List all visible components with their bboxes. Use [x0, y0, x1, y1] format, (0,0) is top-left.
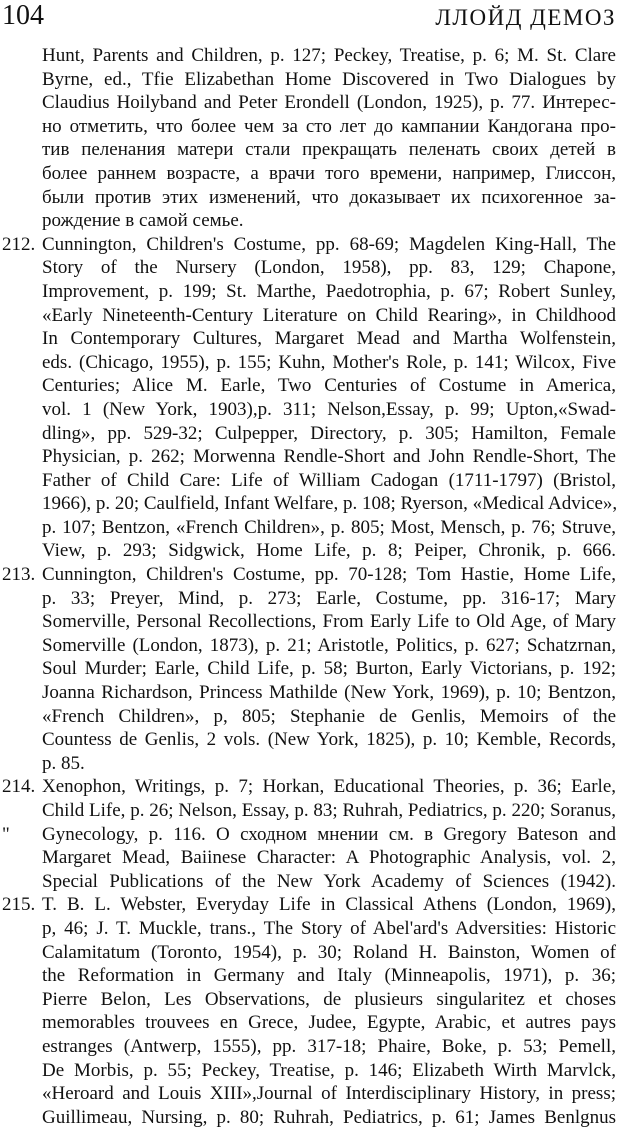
- line-text: Somerville, Personal Recollections, From Early Life to Old Age, of Mary: [42, 611, 616, 633]
- line-text: estranges (Antwerp, 1555), pp. 317-18; Phaire, Boke, p. 53; Pemell,: [42, 1035, 616, 1057]
- page-header: [0, 0, 620, 40]
- text-line: [0, 775, 620, 799]
- text-line: [0, 351, 620, 375]
- line-text: но отметить, что более чем за сто лет до кампании Кандогана про-: [42, 115, 616, 137]
- line-text: Soul Murder; Earle, Child Life, p. 58; Burton, Early Victorians, p. 192;: [42, 658, 616, 680]
- text-line: [0, 492, 620, 516]
- text-line: [0, 941, 620, 965]
- text-line: [0, 799, 620, 823]
- line-text: Somerville (London, 1873), p. 21; Aristotle, Politics, p. 627; Schatzrnan,: [42, 634, 616, 656]
- text-line: [0, 634, 620, 658]
- text-line: [0, 422, 620, 446]
- line-text: Story of the Nursery (London, 1958), pp. 83, 129; Chapone,: [42, 257, 616, 279]
- line-text: View, p. 293; Sidgwick, Home Life, p. 8; Peiper, Chronik, p. 666.: [42, 540, 616, 562]
- running-head: ЛЛОЙД ДЕМОЗ: [435, 5, 616, 30]
- line-text: «Heroard and Louis XIII»,Journal of Interdisciplinary History, in press;: [42, 1083, 616, 1105]
- text-line: [0, 186, 620, 210]
- line-text: Pierre Belon, Les Observations, de plusieurs singularitez et choses: [42, 988, 616, 1010]
- line-text: De Morbis, p. 55; Peckey, Treatise, p. 146; Elizabeth Wirth Marvlck,: [42, 1059, 616, 1081]
- line-text: Improvement, p. 199; St. Marthe, Paedotrophia, p. 67; Robert Sunley,: [42, 280, 616, 302]
- text-line: [0, 1082, 620, 1106]
- text-line: [0, 209, 620, 233]
- line-text: Joanna Richardson, Princess Mathilde (New York, 1969), p. 10; Bentzon,: [42, 682, 616, 704]
- text-line: [0, 681, 620, 705]
- text-line: [0, 304, 620, 328]
- text-line: [0, 988, 620, 1012]
- line-text: Cunnington, Children's Costume, pp. 70-128; Tom Hastie, Home Life,: [42, 564, 616, 586]
- line-text: Calamitatum (Toronto, 1954), p. 30; Roland H. Bainston, Women of: [42, 941, 616, 963]
- line-text: the Reformation in Germany and Italy (Minneapolis, 1971), p. 36;: [42, 965, 616, 987]
- line-text: eds. (Chicago, 1955), p. 155; Kuhn, Mother's Role, p. 141; Wilcox, Five: [42, 351, 616, 373]
- line-text: Margaret Mead, Baiinese Character: A Photographic Analysis, vol. 2,: [42, 847, 616, 869]
- margin-mark: ": [2, 823, 10, 845]
- footnote-number: 212.: [2, 233, 36, 255]
- text-line: [0, 469, 620, 493]
- text-line: [0, 516, 620, 540]
- page-number: 104: [2, 0, 44, 31]
- line-text: Hunt, Parents and Children, p. 127; Peckey, Treatise, p. 6; M. St. Clare: [42, 45, 616, 66]
- line-text: p. 107; Bentzon, «French Children», p. 805; Most, Mensch, p. 76; Struve,: [42, 516, 616, 538]
- line-text: Special Publications of the New York Academy of Sciences (1942).: [42, 870, 616, 892]
- text-line: [0, 587, 620, 611]
- line-text: тив пеленания матери стали прекращать пеленать своих детей в: [42, 139, 616, 161]
- line-text: Guillimeau, Nursing, p. 80; Ruhrah, Pediatrics, p. 61; James Benlgnus: [42, 1106, 616, 1128]
- line-text: более раннем возрасте, а врачи того времени, например, Глиссон,: [42, 162, 616, 184]
- text-line: [0, 610, 620, 634]
- line-text: vol. 1 (New York, 1903),p. 311; Nelson,Essay, p. 99; Upton,«Swad-: [42, 398, 616, 420]
- text-line: [0, 1106, 620, 1129]
- text-line: [0, 728, 620, 752]
- line-text: Countess de Genlis, 2 vols. (New York, 1825), p. 10; Kemble, Records,: [42, 729, 616, 751]
- text-line: [0, 398, 620, 422]
- line-text: p. 33; Preyer, Mind, p. 273; Earle, Costume, pp. 316-17; Mary: [42, 587, 616, 609]
- line-text: Xenophon, Writings, p. 7; Horkan, Educational Theories, p. 36; Earle,: [42, 776, 616, 798]
- line-text: рождение в самой семье.: [42, 210, 244, 232]
- text-line: [0, 68, 620, 92]
- line-text: Cunnington, Children's Costume, pp. 68-69; Magdelen King-Hall, The: [42, 233, 616, 255]
- footnotes-block: [0, 44, 620, 1129]
- text-line: [0, 563, 620, 587]
- text-line: [0, 327, 620, 351]
- text-line: [0, 445, 620, 469]
- footnote-number: 214.: [2, 776, 36, 798]
- text-line: [0, 657, 620, 681]
- line-text: In Contemporary Cultures, Margaret Mead and Martha Wolfenstein,: [42, 328, 616, 350]
- text-line: [0, 752, 620, 776]
- footnote-number: 213.: [2, 564, 36, 586]
- text-line: [0, 374, 620, 398]
- line-text: T. B. L. Webster, Everyday Life in Classical Athens (London, 1969),: [42, 894, 616, 916]
- text-line: [0, 705, 620, 729]
- text-line: [0, 1011, 620, 1035]
- line-text: 1966), p. 20; Caulfield, Infant Welfare, p. 108; Ryerson, «Medical Advice»,: [42, 493, 618, 515]
- text-line: [0, 91, 620, 115]
- text-line: [0, 893, 620, 917]
- text-line: [0, 964, 620, 988]
- text-line: [0, 870, 620, 894]
- line-text: dling», pp. 529-32; Culpepper, Directory, p. 305; Hamilton, Female: [42, 422, 616, 444]
- line-text: p, 46; J. T. Muckle, trans., The Story of Abel'ard's Adversities: Historic: [42, 917, 616, 939]
- line-text: «French Children», p, 805; Stephanie de Genlis, Memoirs of the: [42, 705, 616, 727]
- text-line: [0, 280, 620, 304]
- text-line: [0, 1059, 620, 1083]
- text-line: [0, 256, 620, 280]
- line-text: Centuries; Alice M. Earle, Two Centuries of Costume in America,: [42, 375, 616, 397]
- text-line: [0, 162, 620, 186]
- line-text: были против этих изменений, что доказывает их психогенное за-: [42, 186, 616, 208]
- line-text: Gynecology, p. 116. О сходном мнении см. в Gregory Bateson and: [42, 823, 616, 845]
- footnote-number: 215.: [2, 894, 36, 916]
- line-text: Physician, p. 262; Morwenna Rendle-Short and John Rendle-Short, The: [42, 446, 616, 468]
- text-line: [0, 1035, 620, 1059]
- line-text: Byrne, ed., Tfie Elizabethan Home Discovered in Two Dialogues by: [42, 68, 616, 90]
- line-text: memorables trouvees en Grece, Judee, Egypte, Arabic, et autres pays: [42, 1012, 616, 1034]
- text-line: [0, 539, 620, 563]
- text-line: [0, 846, 620, 870]
- text-line: [0, 823, 620, 847]
- text-line: [0, 138, 620, 162]
- line-text: Child Life, p. 26; Nelson, Essay, p. 83; Ruhrah, Pediatrics, p. 220; Soranus,: [42, 800, 616, 821]
- line-text: «Early Nineteenth-Century Literature on Child Rearing», in Childhood: [42, 304, 616, 326]
- line-text: Claudius Hoilyband and Peter Erondell (London, 1925), p. 77. Интерес-: [42, 92, 616, 114]
- text-line: [0, 233, 620, 257]
- line-text: p. 85.: [42, 752, 85, 774]
- text-line: [0, 44, 620, 68]
- line-text: Father of Child Care: Life of William Cadogan (1711-1797) (Bristol,: [42, 469, 616, 491]
- text-line: [0, 115, 620, 139]
- text-line: [0, 917, 620, 941]
